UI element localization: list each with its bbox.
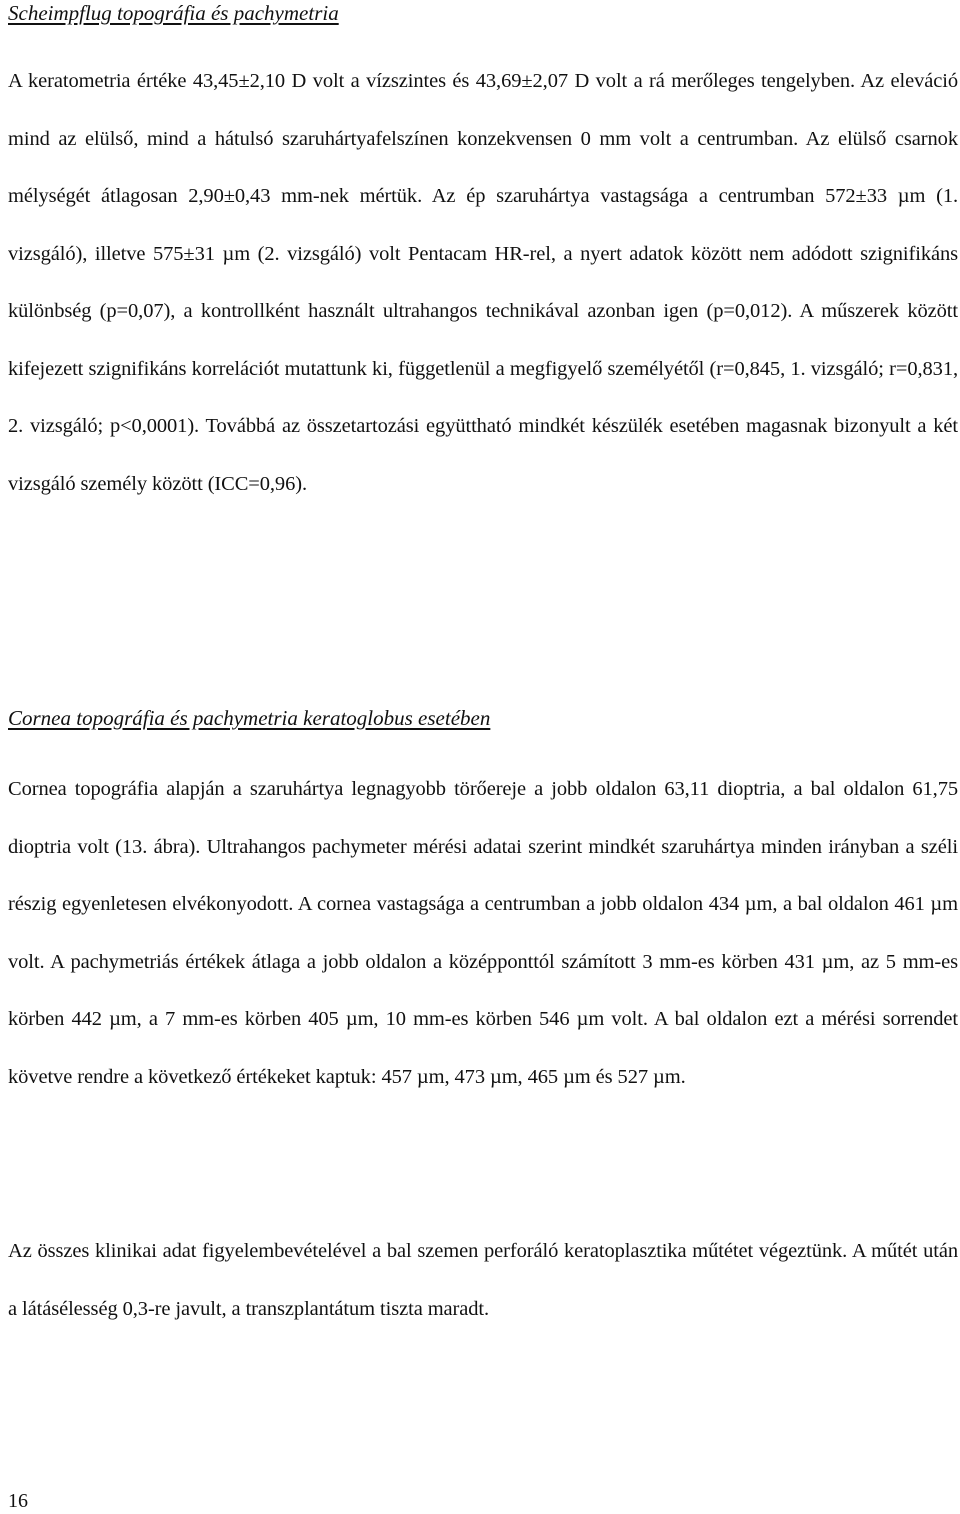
page-number: 16 (8, 1490, 28, 1512)
section-1-heading: Scheimpflug topográfia és pachymetria (8, 1, 339, 25)
section-1-paragraph-1: A keratometria értéke 43,45±2,10 D volt a vízszintes és 43,69±2,07 D volt a rá merőleges tengelyben. Az eleváció mind az elülső, mind a hátulsó szaruhártyafelszínen konzekvensen 0 mm volt a centrumban. Az elülső csarnok mélységét átlagosan 2,90±0,43 mm-nek mértük. Az ép szaruhártya vastagsága a centrumban 572±33 µm (1. vizsgáló), illetve 575±31 µm (2. vizsgáló) volt Pentacam HR-rel, a nyert adatok között nem adódott szignifikáns különbség (p=0,07), a kontrollként használt ultrahangos technikával azonban igen (p=0,012). A műszerek között kifejezett szignifikáns korrelációt mutattunk ki, függetlenül a megfigyelő személyétől (r=0,845, 1. vizsgáló; r=0,831, 2. vizsgáló; p<0,0001). Továbbá az összetartozási együttható mindkét készülék esetében magasnak bizonyult a két vizsgáló személy között (ICC=0,96). (8, 70, 958, 495)
section-2-heading: Cornea topográfia és pachymetria keratoglobus esetében (8, 706, 491, 730)
section-2-paragraph-1: Cornea topográfia alapján a szaruhártya legnagyobb törőereje a jobb oldalon 63,11 dioptria, a bal oldalon 61,75 dioptria volt (13. ábra). Ultrahangos pachymeter mérési adatai szerint mindkét szaruhártya minden irányban a széli részig egyenletesen elvékonyodott. A cornea vastagsága a centrumban a jobb oldalon 434 µm, a bal oldalon 461 µm volt. A pachymetriás értékek átlaga a jobb oldalon a középponttól számított 3 mm-es körben 431 µm, az 5 mm-es körben 442 µm, a 7 mm-es körben 405 µm, 10 mm-es körben 546 µm volt. A bal oldalon ezt a mérési sorrendet követve rendre a következő értékeket kaptuk: 457 µm, 473 µm, 465 µm és 527 µm. (8, 778, 958, 1088)
section-2-paragraph-2: Az összes klinikai adat figyelembevételével a bal szemen perforáló keratoplasztika műtétet végeztünk. A műtét után a látásélesség 0,3-re javult, a transzplantátum tiszta maradt. (8, 1240, 958, 1320)
